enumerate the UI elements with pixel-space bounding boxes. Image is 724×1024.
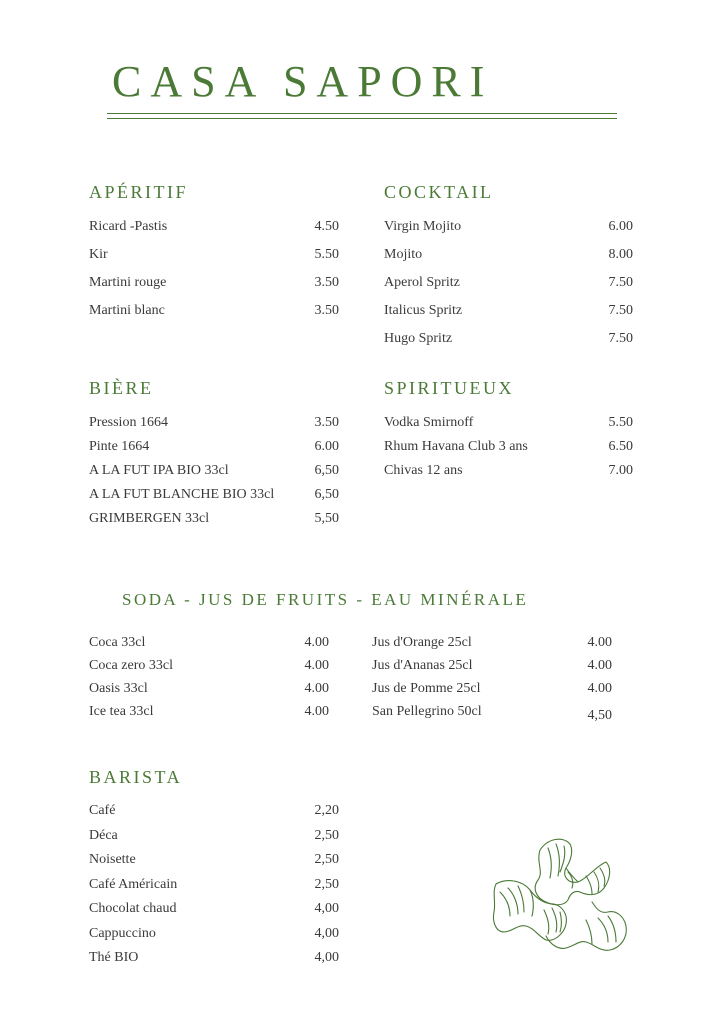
cocktail-heading: COCKTAIL	[384, 182, 494, 202]
item-price: 4,50	[587, 708, 612, 723]
menu-item	[384, 463, 633, 487]
item-price: 3.50	[314, 275, 339, 290]
item-name: Thé BIO	[89, 950, 139, 965]
item-name: Cappuccino	[89, 925, 156, 941]
item-name: Déca	[89, 827, 118, 843]
item-price: 7.50	[608, 275, 633, 290]
item-name: Ice tea 33cl	[89, 704, 154, 719]
item-name: Ricard -Pastis	[89, 219, 168, 234]
item-price: 4,00	[314, 901, 339, 916]
menu-item	[89, 247, 339, 275]
item-name: Jus d'Ananas 25cl	[372, 658, 473, 673]
item-name: GRIMBERGEN 33cl	[89, 511, 210, 526]
item-name: Vodka Smirnoff	[384, 415, 474, 430]
menu-item	[372, 635, 612, 658]
barista-list	[89, 803, 339, 975]
menu-item	[89, 487, 339, 511]
cocktail-list	[384, 219, 633, 359]
item-price: 3.50	[314, 415, 339, 430]
item-price: 4.00	[587, 635, 612, 650]
item-name: Coca zero 33cl	[89, 658, 173, 673]
item-name: A LA FUT BLANCHE BIO 33cl	[89, 487, 275, 502]
item-name: Pression 1664	[89, 415, 168, 430]
menu-item	[89, 681, 329, 704]
farfalle-pasta-icon	[488, 832, 638, 962]
menu-item	[89, 877, 339, 902]
item-name: Martini rouge	[89, 275, 167, 290]
item-name: San Pellegrino 50cl	[372, 704, 482, 719]
item-price: 4.00	[304, 704, 329, 719]
menu-item	[89, 658, 329, 681]
menu-item	[89, 852, 339, 877]
menu-item	[89, 926, 339, 951]
item-name: Chivas 12 ans	[384, 463, 463, 478]
title-divider-top	[107, 113, 617, 114]
title-divider-bottom	[107, 118, 617, 119]
item-name: Noisette	[89, 852, 136, 867]
menu-item	[89, 511, 339, 535]
item-price: 6,50	[314, 487, 339, 502]
item-price: 4.50	[314, 219, 339, 234]
item-price: 6.50	[608, 439, 633, 454]
item-price: 4,00	[314, 925, 339, 941]
item-price: 4.00	[587, 658, 612, 673]
menu-item	[89, 950, 339, 975]
item-name: Aperol Spritz	[384, 275, 460, 290]
soda-list-left	[89, 635, 329, 727]
item-price: 5,50	[314, 511, 339, 526]
item-price: 6.00	[608, 219, 633, 234]
item-name: A LA FUT IPA BIO 33cl	[89, 463, 229, 478]
menu-item	[89, 303, 339, 331]
item-name: Rhum Havana Club 3 ans	[384, 439, 528, 454]
menu-item	[89, 635, 329, 658]
menu-item	[372, 658, 612, 681]
item-price: 2,50	[314, 827, 339, 843]
item-price: 7.50	[608, 331, 633, 346]
item-price: 4.00	[587, 681, 612, 696]
item-price: 2,50	[314, 876, 339, 892]
item-price: 2,50	[314, 852, 339, 867]
item-price: 4.00	[304, 658, 329, 673]
menu-item	[89, 803, 339, 828]
menu-item	[89, 415, 339, 439]
menu-item	[89, 275, 339, 303]
soda-heading: SODA - JUS DE FRUITS - EAU MINÉRALE	[122, 590, 529, 609]
barista-heading: BARISTA	[89, 767, 183, 787]
item-price: 5.50	[314, 247, 339, 262]
menu-item	[384, 331, 633, 359]
item-price: 3.50	[314, 303, 339, 318]
item-name: Jus de Pomme 25cl	[372, 681, 481, 696]
biere-list	[89, 415, 339, 535]
item-price: 2,20	[314, 803, 339, 818]
biere-heading: BIÈRE	[89, 378, 154, 398]
item-price: 4.00	[304, 635, 329, 650]
restaurant-title: CASA SAPORI	[112, 57, 494, 106]
aperitif-heading: APÉRITIF	[89, 182, 189, 202]
item-name: Mojito	[384, 247, 423, 262]
menu-item	[89, 219, 339, 247]
item-price: 6.00	[314, 439, 339, 454]
item-name: Martini blanc	[89, 303, 165, 318]
item-name: Oasis 33cl	[89, 681, 148, 696]
item-name: Italicus Spritz	[384, 303, 463, 318]
item-name: Jus d'Orange 25cl	[372, 635, 472, 650]
menu-item	[384, 303, 633, 331]
item-price: 8.00	[608, 247, 633, 262]
menu-item	[89, 439, 339, 463]
spiritueux-list	[384, 415, 633, 487]
menu-item	[89, 704, 329, 727]
menu-item	[89, 828, 339, 853]
menu-item	[384, 275, 633, 303]
item-price: 6,50	[314, 463, 339, 478]
item-name: Chocolat chaud	[89, 901, 177, 916]
item-name: Hugo Spritz	[384, 331, 453, 346]
spiritueux-heading: SPIRITUEUX	[384, 378, 515, 398]
menu-item	[384, 219, 633, 247]
item-price: 4.00	[304, 681, 329, 696]
menu-item	[372, 704, 612, 727]
menu-item	[384, 439, 633, 463]
menu-item	[384, 247, 633, 275]
item-name: Kir	[89, 247, 108, 262]
soda-list-right	[372, 635, 612, 727]
menu-item	[89, 901, 339, 926]
item-name: Coca 33cl	[89, 635, 146, 650]
item-price: 5.50	[608, 415, 633, 430]
item-name: Café Américain	[89, 876, 178, 892]
aperitif-list	[89, 219, 339, 331]
menu-item	[89, 463, 339, 487]
item-price: 7.00	[608, 463, 633, 478]
item-name: Virgin Mojito	[384, 219, 462, 234]
menu-item	[372, 681, 612, 704]
item-name: Pinte 1664	[89, 439, 150, 454]
item-price: 4,00	[314, 950, 339, 965]
item-name: Café	[89, 803, 116, 818]
item-price: 7.50	[608, 303, 633, 318]
menu-item	[384, 415, 633, 439]
